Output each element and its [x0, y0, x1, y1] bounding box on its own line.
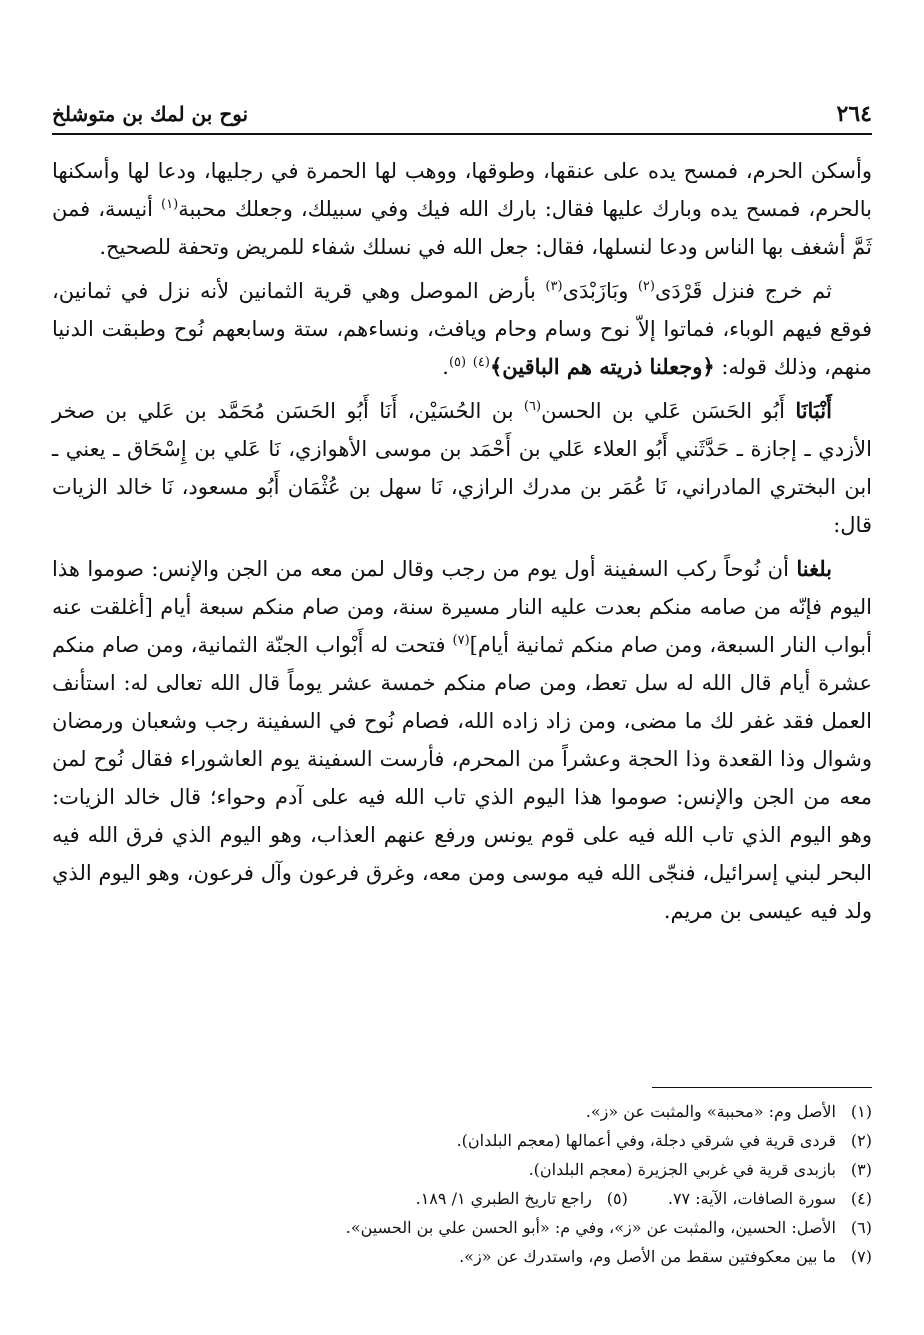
footnote-6 [52, 1213, 872, 1242]
footnotes [52, 1097, 872, 1271]
footnote-number-5: (٥) [606, 1189, 628, 1208]
p2-text-b: وبَازَبْدَى [562, 279, 638, 303]
p4-text-b: فتحت له أَبْواب الجنّة الثمانية، ومن صام منكم عشرة أيام قال الله له سل تعط، ومن صام منكم خمسة عشر يوماً قال الله تعالى له: استأنف العمل فقد غفر لك ما مضى، ومن زاد زاده الله، فصام نُوح في السفينة رجب وشعبان ورمضان وشوال وذا القعدة وذا الحجة وعشراً من المحرم، فأرست السفينة يوم العاشوراء فقال نُوح لمن معه من الجن والإنس: صوموا هذا اليوم الذي تاب الله فيه على آدم وحواء؛ قال خالد الزيات: وهو اليوم الذي تاب الله فيه على قوم يونس ورفع عنهم العذاب، وهو اليوم الذي فرق الله فيه البحر لبني إسرائيل، فنجّى الله فيه موسى ومن معه، وغرق فرعون وآل فرعون، وهو اليوم الذي ولد فيه عيسى بن مريم. [52, 633, 872, 923]
paragraph-2 [52, 272, 872, 386]
footnote-text: سورة الصافات، الآية: ٧٧. [667, 1189, 836, 1208]
isnad-lead: أَنْبَانَا [795, 398, 832, 423]
page-header [52, 96, 872, 132]
footnote-number: (٢) [850, 1131, 872, 1150]
p1-text-b: أنيسة، فمن ثَمَّ أشغف بها الناس ودعا لنسلها، فقال: جعل الله في نسلك شفاء للمريض وتحفة للصحيح. [52, 197, 872, 259]
footnote-number: (٧) [850, 1247, 872, 1266]
footnote-ref-3: (٣) [545, 279, 563, 294]
footnote-number: (٦) [850, 1218, 872, 1237]
footnote-ref-4: (٤) [472, 355, 490, 370]
footnote-7 [52, 1242, 872, 1271]
paragraph-3 [52, 392, 872, 544]
footnote-number: (٣) [850, 1160, 872, 1179]
footnote-number: (١) [850, 1102, 872, 1121]
footnote-ref-1: (١) [161, 197, 179, 212]
footnote-3 [52, 1155, 872, 1184]
p1-text-a: وأسكن الحرم، فمسح يده على عنقها، وطوقها، ووهب لها الحمرة في رجليها، ودعا لها وأسكنها بالحرم، فمسح يده وبارك عليها فقال: بارك الله فيك وفي سبيلك، وجعلك محببة [52, 159, 872, 221]
footnote-ref-5: (٥) [448, 355, 467, 370]
p2-end: . [442, 355, 449, 379]
footnote-ref-2: (٢) [637, 279, 655, 294]
footnote-4-5 [52, 1184, 872, 1213]
p2-text-c: بأرض الموصل وهي قرية الثمانين لأنه نزل في ثمانين، فوقع فيهم الوباء، فماتوا إلاّ نوح وسام وحام ويافث، ونساءهم، ستة وسابعهم نُوح وطبقت الدنيا منهم، وذلك قوله: [52, 279, 872, 379]
footnote-2 [52, 1126, 872, 1155]
running-title: نوح بن لمك بن متوشلخ [52, 102, 249, 126]
p3-text-b: بن الحُسَيْن، أَنَا أَبُو الحَسَن مُحَمَّد بن عَلي بن صخر الأزدي ـ إجازة ـ حَدَّثَني أَبُو العلاء عَلي بن أَحْمَد بن موسى الأهوازي، نَا عَلي بن إِسْحَاق ـ يعني ـ ابن البختري المادراني، نَا عُمَر بن مدرك الرازي، نَا سهل بن عُثْمَان أَبُو مسعود، نَا خالد الزيات قال: [52, 399, 872, 537]
footnote-text: الأصل وم: «محببة» والمثبت عن «ز». [585, 1102, 836, 1121]
footnote-text-5: راجع تاريخ الطبري ١/ ١٨٩. [415, 1189, 592, 1208]
footnote-1 [52, 1097, 872, 1126]
quran-verse: ﴿وجعلنا ذريته هم الباقين﴾ [489, 354, 715, 379]
p4-text-a: أن نُوحاً ركب السفينة أول يوم من رجب وقال لمن معه من الجن والإنس: صوموا هذا اليوم فإنّه من صامه منكم بعدت عليه النار مسيرة سنة، ومن صام منكم سبعة أيام [أغلقت عنه أبواب النار السبعة، ومن صام منكم ثمانية أيام] [52, 557, 872, 657]
p3-text-a: أَبُو الحَسَن عَلي بن الحسن [541, 399, 796, 423]
footnote-text: قردى قرية في شرقي دجلة، وفي أعمالها (معجم البلدان). [456, 1131, 836, 1150]
paragraph-1 [52, 152, 872, 266]
header-rule [52, 133, 872, 135]
footnote-text: الأصل: الحسين، والمثبت عن «ز»، وفي م: «أبو الحسن علي بن الحسين». [345, 1218, 836, 1237]
p2-text-a: ثم خرج فنزل قَرْدَى [654, 279, 832, 303]
footnote-text: ما بين معكوفتين سقط من الأصل وم، واستدرك عن «ز». [459, 1247, 836, 1266]
main-text [52, 152, 872, 936]
footnote-ref-7: (٧) [452, 633, 470, 648]
footnote-separator [652, 1087, 872, 1088]
footnote-ref-6: (٦) [523, 399, 542, 414]
narration-lead: بلغنا [796, 556, 832, 581]
footnote-text: بازبدى قرية في غربي الجزيرة (معجم البلدان). [528, 1160, 836, 1179]
page-number: ٢٦٤ [836, 101, 872, 127]
paragraph-4 [52, 550, 872, 930]
footnote-number: (٤) [850, 1189, 872, 1208]
